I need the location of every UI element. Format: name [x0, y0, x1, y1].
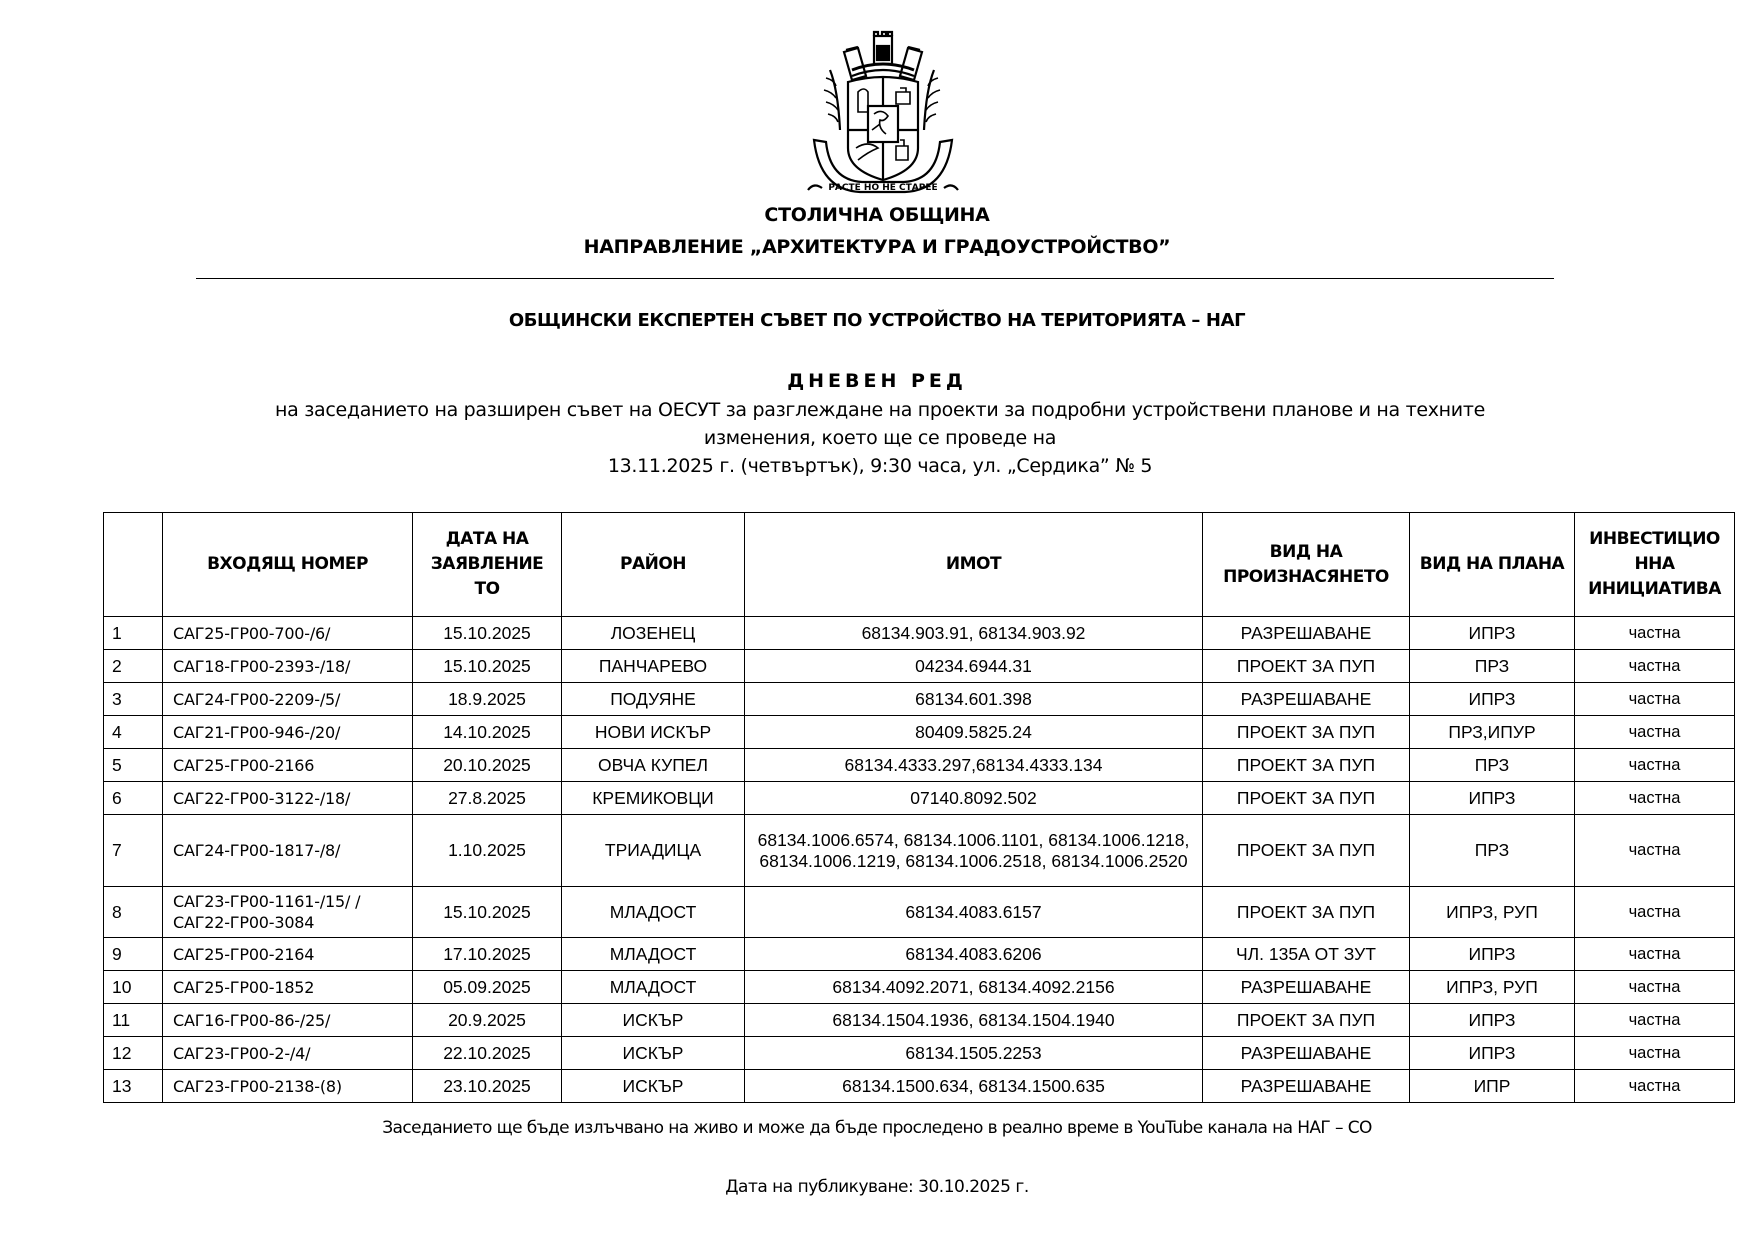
col-header-property: ИМОТ [745, 513, 1203, 617]
cell-district: МЛАДОСТ [562, 971, 745, 1004]
description-line-1: на заседанието на разширен съвет на ОЕСУТ за разглеждане на проекти за подробни устройствени планове и на техните [274, 399, 1486, 421]
cell-property-ids: 04234.6944.31 [745, 650, 1203, 683]
table-row [104, 815, 1735, 887]
cell-plan-type: ИПРЗ [1410, 683, 1575, 716]
col-header-number [104, 513, 163, 617]
council-name: ОБЩИНСКИ ЕКСПЕРТЕН СЪВЕТ ПО УСТРОЙСТВО НА ТЕРИТОРИЯТА – НАГ [508, 310, 1246, 331]
cell-ruling-type: ПРОЕКТ ЗА ПУП [1203, 815, 1410, 887]
table-row [104, 683, 1735, 716]
cell-district: ПОДУЯНЕ [562, 683, 745, 716]
col-header-application-date: ДАТА НА ЗАЯВЛЕНИЕ ТО [413, 513, 562, 617]
cell-property-ids: 68134.601.398 [745, 683, 1203, 716]
cell-registration-number: САГ23-ГР00-2-/4/ [163, 1037, 413, 1070]
cell-property-ids: 68134.4333.297,68134.4333.134 [745, 749, 1203, 782]
cell-plan-type: ИПРЗ [1410, 617, 1575, 650]
table-row [104, 716, 1735, 749]
cell-investment-initiative: частна [1575, 887, 1735, 938]
table-row [104, 782, 1735, 815]
cell-registration-number: САГ25-ГР00-2166 [163, 749, 413, 782]
col-header-district: РАЙОН [562, 513, 745, 617]
table-row [104, 650, 1735, 683]
cell-application-date: 18.9.2025 [413, 683, 562, 716]
cell-row-number: 7 [104, 815, 163, 887]
table-row [104, 1037, 1735, 1070]
cell-plan-type: ПРЗ [1410, 749, 1575, 782]
cell-plan-type: ИПРЗ [1410, 782, 1575, 815]
cell-ruling-type: ПРОЕКТ ЗА ПУП [1203, 887, 1410, 938]
cell-row-number: 2 [104, 650, 163, 683]
col-header-plan-type: ВИД НА ПЛАНА [1410, 513, 1575, 617]
cell-application-date: 27.8.2025 [413, 782, 562, 815]
cell-property-ids: 68134.1500.634, 68134.1500.635 [745, 1070, 1203, 1103]
cell-row-number: 4 [104, 716, 163, 749]
crest-motto: РАСТЕ НО НЕ СТАРЕЕ [828, 183, 938, 193]
cell-property-ids: 68134.4092.2071, 68134.4092.2156 [745, 971, 1203, 1004]
cell-plan-type: ПРЗ [1410, 650, 1575, 683]
cell-plan-type: ИПРЗ, РУП [1410, 971, 1575, 1004]
cell-investment-initiative: частна [1575, 716, 1735, 749]
cell-row-number: 8 [104, 887, 163, 938]
cell-registration-number: САГ22-ГР00-3122-/18/ [163, 782, 413, 815]
cell-application-date: 14.10.2025 [413, 716, 562, 749]
cell-row-number: 11 [104, 1004, 163, 1037]
table-row [104, 1004, 1735, 1037]
cell-investment-initiative: частна [1575, 782, 1735, 815]
col-header-investment-initiative: ИНВЕСТИЦИО ННА ИНИЦИАТИВА [1575, 513, 1735, 617]
cell-application-date: 17.10.2025 [413, 938, 562, 971]
cell-application-date: 20.10.2025 [413, 749, 562, 782]
table-row [104, 749, 1735, 782]
cell-district: ПАНЧАРЕВО [562, 650, 745, 683]
cell-district: ИСКЪР [562, 1070, 745, 1103]
description-line-2: изменения, което ще се проведе на [703, 427, 1057, 449]
cell-property-ids: 68134.4083.6157 [745, 887, 1203, 938]
col-header-ruling-type: ВИД НА ПРОИЗНАСЯНЕТО [1203, 513, 1410, 617]
cell-plan-type: ИПР [1410, 1070, 1575, 1103]
cell-investment-initiative: частна [1575, 617, 1735, 650]
cell-plan-type: ПРЗ [1410, 815, 1575, 887]
publication-date: Дата на публикуване: 30.10.2025 г. [725, 1177, 1029, 1197]
cell-investment-initiative: частна [1575, 815, 1735, 887]
cell-property-ids: 07140.8092.502 [745, 782, 1203, 815]
cell-ruling-type: ПРОЕКТ ЗА ПУП [1203, 716, 1410, 749]
cell-ruling-type: РАЗРЕШАВАНЕ [1203, 1070, 1410, 1103]
cell-ruling-type: ЧЛ. 135А ОТ ЗУТ [1203, 938, 1410, 971]
cell-row-number: 10 [104, 971, 163, 1004]
cell-investment-initiative: частна [1575, 1037, 1735, 1070]
cell-district: ИСКЪР [562, 1037, 745, 1070]
cell-investment-initiative: частна [1575, 683, 1735, 716]
cell-plan-type: ИПРЗ, РУП [1410, 887, 1575, 938]
cell-application-date: 23.10.2025 [413, 1070, 562, 1103]
cell-registration-number: САГ25-ГР00-1852 [163, 971, 413, 1004]
cell-investment-initiative: частна [1575, 938, 1735, 971]
cell-registration-number: САГ16-ГР00-86-/25/ [163, 1004, 413, 1037]
meeting-description [190, 396, 1570, 480]
cell-row-number: 5 [104, 749, 163, 782]
cell-plan-type: ИПРЗ [1410, 938, 1575, 971]
cell-registration-number: САГ25-ГР00-700-/6/ [163, 617, 413, 650]
header-divider [196, 278, 1554, 279]
cell-ruling-type: ПРОЕКТ ЗА ПУП [1203, 650, 1410, 683]
agenda-title: ДНЕВЕН РЕД [787, 370, 967, 392]
cell-ruling-type: РАЗРЕШАВАНЕ [1203, 617, 1410, 650]
cell-property-ids: 68134.1504.1936, 68134.1504.1940 [745, 1004, 1203, 1037]
table-row [104, 971, 1735, 1004]
cell-district: МЛАДОСТ [562, 887, 745, 938]
cell-property-ids: 68134.4083.6206 [745, 938, 1203, 971]
table-row [104, 617, 1735, 650]
cell-registration-number: САГ24-ГР00-2209-/5/ [163, 683, 413, 716]
cell-property-ids: 80409.5825.24 [745, 716, 1203, 749]
cell-investment-initiative: частна [1575, 650, 1735, 683]
cell-row-number: 9 [104, 938, 163, 971]
cell-district: ОВЧА КУПЕЛ [562, 749, 745, 782]
organization-name: СТОЛИЧНА ОБЩИНА [764, 204, 990, 226]
broadcast-note: Заседанието ще бъде излъчвано на живо и може да бъде проследено в реално време в YouTube канала на НАГ – СО [382, 1118, 1372, 1138]
cell-registration-number: САГ25-ГР00-2164 [163, 938, 413, 971]
agenda-table [103, 512, 1735, 1103]
cell-investment-initiative: частна [1575, 971, 1735, 1004]
cell-application-date: 20.9.2025 [413, 1004, 562, 1037]
cell-registration-number: САГ21-ГР00-946-/20/ [163, 716, 413, 749]
cell-plan-type: ИПРЗ [1410, 1004, 1575, 1037]
cell-district: НОВИ ИСКЪР [562, 716, 745, 749]
cell-ruling-type: РАЗРЕШАВАНЕ [1203, 1037, 1410, 1070]
cell-registration-number: САГ23-ГР00-2138-(8) [163, 1070, 413, 1103]
cell-application-date: 15.10.2025 [413, 650, 562, 683]
cell-property-ids: 68134.1505.2253 [745, 1037, 1203, 1070]
cell-ruling-type: РАЗРЕШАВАНЕ [1203, 971, 1410, 1004]
cell-row-number: 1 [104, 617, 163, 650]
cell-investment-initiative: частна [1575, 749, 1735, 782]
department-name: НАПРАВЛЕНИЕ „АРХИТЕКТУРА И ГРАДОУСТРОЙСТВО” [583, 236, 1171, 258]
cell-district: МЛАДОСТ [562, 938, 745, 971]
cell-ruling-type: РАЗРЕШАВАНЕ [1203, 683, 1410, 716]
cell-registration-number: САГ23-ГР00-1161-/15/ /САГ22-ГР00-3084 [163, 887, 413, 938]
table-row [104, 938, 1735, 971]
cell-row-number: 12 [104, 1037, 163, 1070]
table-row [104, 1070, 1735, 1103]
cell-row-number: 3 [104, 683, 163, 716]
cell-application-date: 15.10.2025 [413, 887, 562, 938]
cell-registration-number: САГ24-ГР00-1817-/8/ [163, 815, 413, 887]
cell-row-number: 13 [104, 1070, 163, 1103]
col-header-registration-number: ВХОДЯЩ НОМЕР [163, 513, 413, 617]
table-header-row [104, 513, 1735, 617]
table-row [104, 887, 1735, 938]
cell-district: ТРИАДИЦА [562, 815, 745, 887]
cell-investment-initiative: частна [1575, 1004, 1735, 1037]
cell-application-date: 1.10.2025 [413, 815, 562, 887]
cell-property-ids: 68134.903.91, 68134.903.92 [745, 617, 1203, 650]
cell-ruling-type: ПРОЕКТ ЗА ПУП [1203, 1004, 1410, 1037]
cell-registration-number: САГ18-ГР00-2393-/18/ [163, 650, 413, 683]
cell-property-ids: 68134.1006.6574, 68134.1006.1101, 68134.1006.1218, 68134.1006.1219, 68134.1006.2518, 68134.1006.2520 [745, 815, 1203, 887]
cell-district: ИСКЪР [562, 1004, 745, 1037]
cell-investment-initiative: частна [1575, 1070, 1735, 1103]
cell-plan-type: ПРЗ,ИПУР [1410, 716, 1575, 749]
cell-plan-type: ИПРЗ [1410, 1037, 1575, 1070]
cell-application-date: 05.09.2025 [413, 971, 562, 1004]
cell-application-date: 22.10.2025 [413, 1037, 562, 1070]
meeting-datetime-location: 13.11.2025 г. (четвъртък), 9:30 часа, ул. „Сердика” № 5 [607, 455, 1153, 477]
sofia-coat-of-arms-icon [800, 30, 965, 205]
cell-district: ЛОЗЕНЕЦ [562, 617, 745, 650]
cell-ruling-type: ПРОЕКТ ЗА ПУП [1203, 749, 1410, 782]
cell-row-number: 6 [104, 782, 163, 815]
cell-application-date: 15.10.2025 [413, 617, 562, 650]
cell-district: КРЕМИКОВЦИ [562, 782, 745, 815]
cell-ruling-type: ПРОЕКТ ЗА ПУП [1203, 782, 1410, 815]
